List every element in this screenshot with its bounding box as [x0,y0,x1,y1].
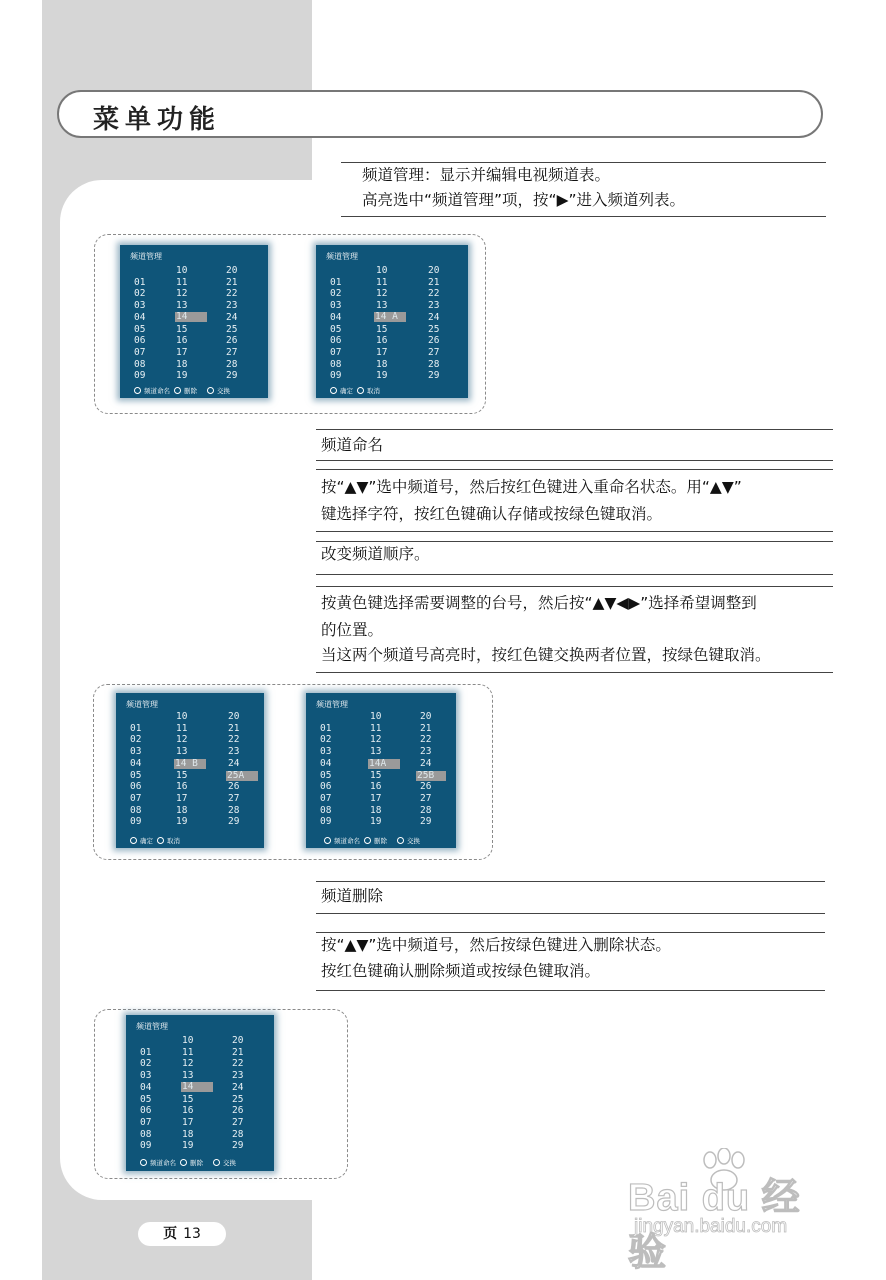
channel-number: 03 [330,300,342,312]
channel-number: 04 [130,757,142,769]
tv-screen-rename [316,245,468,398]
channel-number: 16 [176,781,188,793]
divider [341,216,826,217]
channel-number: 16 [182,1105,194,1117]
channel-number: 24 [226,311,238,323]
channel-number: 16 [376,335,388,347]
screen-title: 频道管理 [126,700,158,709]
channel-number: 26 [232,1105,244,1117]
channel-number: 13 [176,300,188,312]
channel-number: 05 [330,323,342,335]
foot-label: 取消 [167,837,180,845]
highlighted-channel: 14 B [175,758,198,769]
channel-number: 27 [226,346,238,358]
channel-number: 07 [320,792,332,804]
reorder-line-2: 的位置。 [321,621,384,639]
channel-number: 09 [140,1140,152,1152]
channel-number: 17 [370,792,382,804]
screen-footer [330,386,380,395]
channel-number: 13 [182,1070,194,1082]
page-title: 菜单功能 [93,105,222,135]
channel-number: 19 [176,370,188,382]
channel-number: 26 [226,335,238,347]
channel-number: 10 [176,711,188,722]
divider [316,531,833,532]
watermark-brand: Bai du 经验 [628,1177,801,1274]
delete-heading: 频道删除 [321,887,384,905]
divider [316,913,825,914]
channel-number: 01 [330,276,342,288]
channel-number: 19 [370,816,382,828]
channel-number: 02 [330,288,342,300]
channel-number: 05 [140,1093,152,1105]
channel-number: 18 [176,804,188,816]
baidu-jingyan-watermark [628,1148,838,1274]
channel-number: 17 [176,346,188,358]
channel-number: 17 [182,1116,194,1128]
channel-number: 22 [228,734,240,746]
page-label: 页 [163,1226,178,1242]
highlighted-channel: 14A [369,758,387,769]
screen-footer [134,386,230,395]
channel-number: 20 [232,1035,244,1046]
channel-number: 06 [320,781,332,793]
screen-footer [140,1158,236,1167]
channel-number: 15 [176,769,188,781]
channel-number: 10 [376,265,388,276]
channel-number: 03 [320,746,332,758]
channel-number: 23 [228,746,240,758]
channel-number: 28 [228,804,240,816]
channel-number: 11 [370,722,382,734]
channel-number: 15 [376,323,388,335]
channel-number: 11 [176,276,188,288]
channel-number: 11 [182,1046,194,1058]
screen-title: 频道管理 [130,252,162,261]
highlighted-channel: 25B [417,770,435,781]
page-number: 13 [183,1226,201,1242]
channel-number: 04 [134,311,146,323]
reorder-line-3: 当这两个频道号高亮时，按红色键交换两者位置，按绿色键取消。 [321,646,771,664]
divider [316,586,833,587]
channel-number: 03 [130,746,142,758]
channel-number: 16 [176,335,188,347]
watermark-url: jingyan.baidu.com [634,1216,788,1237]
screen-footer [130,836,180,845]
channel-number: 02 [140,1058,152,1070]
channel-number: 19 [176,816,188,828]
channel-number: 27 [428,346,440,358]
tv-screen-swap-done [306,693,456,848]
divider [316,429,833,430]
channel-number: 04 [330,311,342,323]
channel-number: 07 [330,346,342,358]
channel-number: 29 [228,816,240,828]
channel-number: 01 [134,276,146,288]
channel-number: 24 [428,311,440,323]
channel-number: 10 [370,711,382,722]
channel-number: 18 [176,358,188,370]
channel-number: 25 [428,323,440,335]
intro-line-2: 高亮选中“频道管理”项，按“▶”进入频道列表。 [362,191,686,209]
foot-label: 确定 [340,387,353,395]
channel-number: 12 [176,734,188,746]
channel-number: 18 [376,358,388,370]
screen-title: 频道管理 [316,700,348,709]
channel-number: 28 [232,1128,244,1140]
channel-number: 13 [176,746,188,758]
channel-number: 15 [176,323,188,335]
delete-line-1: 按“▲▼”选中频道号，然后按绿色键进入删除状态。 [321,936,671,954]
channel-number: 13 [370,746,382,758]
channel-number: 05 [130,769,142,781]
channel-number: 25 [226,323,238,335]
channel-number: 25 [232,1093,244,1105]
foot-label: 删除 [190,1159,203,1167]
channel-number: 15 [182,1093,194,1105]
foot-label: 交换 [217,387,230,395]
channel-number: 03 [134,300,146,312]
channel-number: 19 [182,1140,194,1152]
channel-number: 01 [140,1046,152,1058]
channel-number: 05 [134,323,146,335]
foot-label: 频道命名 [334,837,360,845]
channel-number: 23 [420,746,432,758]
channel-number: 21 [226,276,238,288]
channel-number: 06 [330,335,342,347]
channel-number: 12 [370,734,382,746]
section-title-bar [57,90,823,138]
channel-number: 11 [176,722,188,734]
channel-number: 09 [330,370,342,382]
screen-title: 频道管理 [136,1022,168,1031]
divider [316,469,833,470]
channel-number: 04 [140,1081,152,1093]
highlighted-channel: 14 [176,311,188,322]
highlighted-channel: 25A [227,770,245,781]
channel-number: 11 [376,276,388,288]
channel-number: 12 [376,288,388,300]
channel-number: 26 [428,335,440,347]
foot-label: 交换 [407,837,420,845]
screen-title: 频道管理 [326,252,358,261]
channel-number: 21 [228,722,240,734]
foot-label: 删除 [184,387,197,395]
channel-number: 20 [428,265,440,276]
channel-number: 18 [182,1128,194,1140]
channel-number: 29 [226,370,238,382]
rename-line-1: 按“▲▼”选中频道号，然后按红色键进入重命名状态。用“▲▼” [321,478,742,496]
channel-number: 17 [176,792,188,804]
channel-number: 20 [228,711,240,722]
channel-number: 15 [370,769,382,781]
divider [316,574,833,575]
foot-label: 交换 [223,1159,236,1167]
channel-number: 16 [370,781,382,793]
channel-number: 27 [232,1116,244,1128]
channel-number: 23 [428,300,440,312]
channel-number: 22 [226,288,238,300]
channel-number: 02 [130,734,142,746]
divider [316,990,825,991]
channel-number: 08 [134,358,146,370]
channel-number: 08 [140,1128,152,1140]
channel-number: 28 [428,358,440,370]
divider [316,460,833,461]
channel-number: 09 [130,816,142,828]
rename-line-2: 键选择字符，按红色键确认存储或按绿色键取消。 [321,505,663,523]
channel-number: 03 [140,1070,152,1082]
tv-screen-channel-list [120,245,268,398]
channel-number: 24 [420,757,432,769]
foot-label: 频道命名 [144,387,170,395]
channel-number: 24 [228,757,240,769]
channel-number: 08 [130,804,142,816]
channel-number: 09 [320,816,332,828]
highlighted-channel: 14 [182,1081,194,1092]
channel-number: 07 [130,792,142,804]
rename-heading: 频道命名 [321,436,384,454]
foot-label: 取消 [367,387,380,395]
channel-number: 01 [130,722,142,734]
channel-number: 24 [232,1081,244,1093]
channel-number: 26 [420,781,432,793]
foot-label: 确定 [140,837,153,845]
channel-number: 09 [134,370,146,382]
channel-number: 26 [228,781,240,793]
intro-line-1: 频道管理：显示并编辑电视频道表。 [362,166,611,184]
channel-number: 04 [320,757,332,769]
channel-number: 02 [320,734,332,746]
tv-screen-swap-select [116,693,264,848]
delete-line-2: 按红色键确认删除频道或按绿色键取消。 [321,962,601,980]
channel-number: 22 [428,288,440,300]
channel-number: 12 [176,288,188,300]
channel-number: 07 [134,346,146,358]
reorder-heading: 改变频道顺序。 [321,545,430,563]
highlighted-channel: 14 A [375,311,398,322]
channel-number: 12 [182,1058,194,1070]
channel-number: 21 [420,722,432,734]
channel-number: 07 [140,1116,152,1128]
channel-number: 23 [226,300,238,312]
channel-number: 20 [420,711,432,722]
channel-number: 06 [130,781,142,793]
channel-number: 29 [420,816,432,828]
tv-screen-delete [126,1015,274,1171]
channel-number: 01 [320,722,332,734]
channel-number: 06 [140,1105,152,1117]
foot-label: 删除 [374,837,387,845]
channel-number: 29 [428,370,440,382]
channel-number: 27 [420,792,432,804]
channel-number: 19 [376,370,388,382]
channel-number: 28 [226,358,238,370]
page-number-badge [138,1222,226,1246]
channel-number: 18 [370,804,382,816]
channel-number: 13 [376,300,388,312]
channel-number: 17 [376,346,388,358]
channel-number: 28 [420,804,432,816]
channel-number: 02 [134,288,146,300]
channel-number: 08 [320,804,332,816]
channel-number: 08 [330,358,342,370]
channel-number: 22 [420,734,432,746]
channel-number: 29 [232,1140,244,1152]
foot-label: 频道命名 [150,1159,176,1167]
reorder-line-1: 按黄色键选择需要调整的台号，然后按“▲▼◀▶”选择希望调整到 [321,594,757,612]
divider [316,881,825,882]
channel-number: 10 [176,265,188,276]
channel-number: 27 [228,792,240,804]
channel-number: 05 [320,769,332,781]
divider [316,672,833,673]
channel-number: 21 [232,1046,244,1058]
channel-number: 20 [226,265,238,276]
channel-number: 22 [232,1058,244,1070]
channel-number: 21 [428,276,440,288]
channel-number: 10 [182,1035,194,1046]
screen-footer [324,836,420,845]
channel-number: 06 [134,335,146,347]
channel-number: 23 [232,1070,244,1082]
